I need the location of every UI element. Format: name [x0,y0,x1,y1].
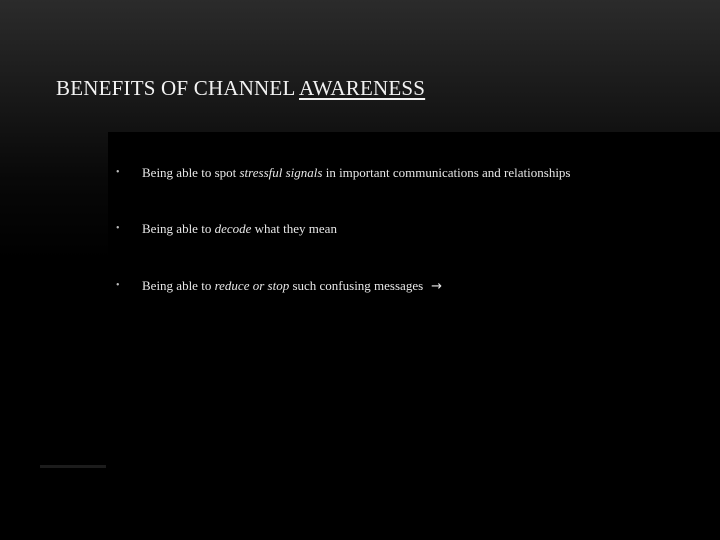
bullet-dot-icon: • [116,167,120,178]
title-underlined: AWARENESS [299,76,426,100]
bullet-dot-icon: • [116,223,120,234]
bullet-text: Being able to decode what they mean [142,221,337,236]
title-main: BENEFITS OF CHANNEL [56,76,299,100]
slide-title [56,76,425,101]
bullet-text: Being able to spot stressful signals in important communications and relationships [142,165,571,180]
bullet-dot-icon: • [116,280,120,291]
arrow-right-icon: → [431,279,443,294]
bullet-text: Being able to reduce or stop such confusing messages → [142,278,443,294]
decorative-strip [40,465,106,468]
